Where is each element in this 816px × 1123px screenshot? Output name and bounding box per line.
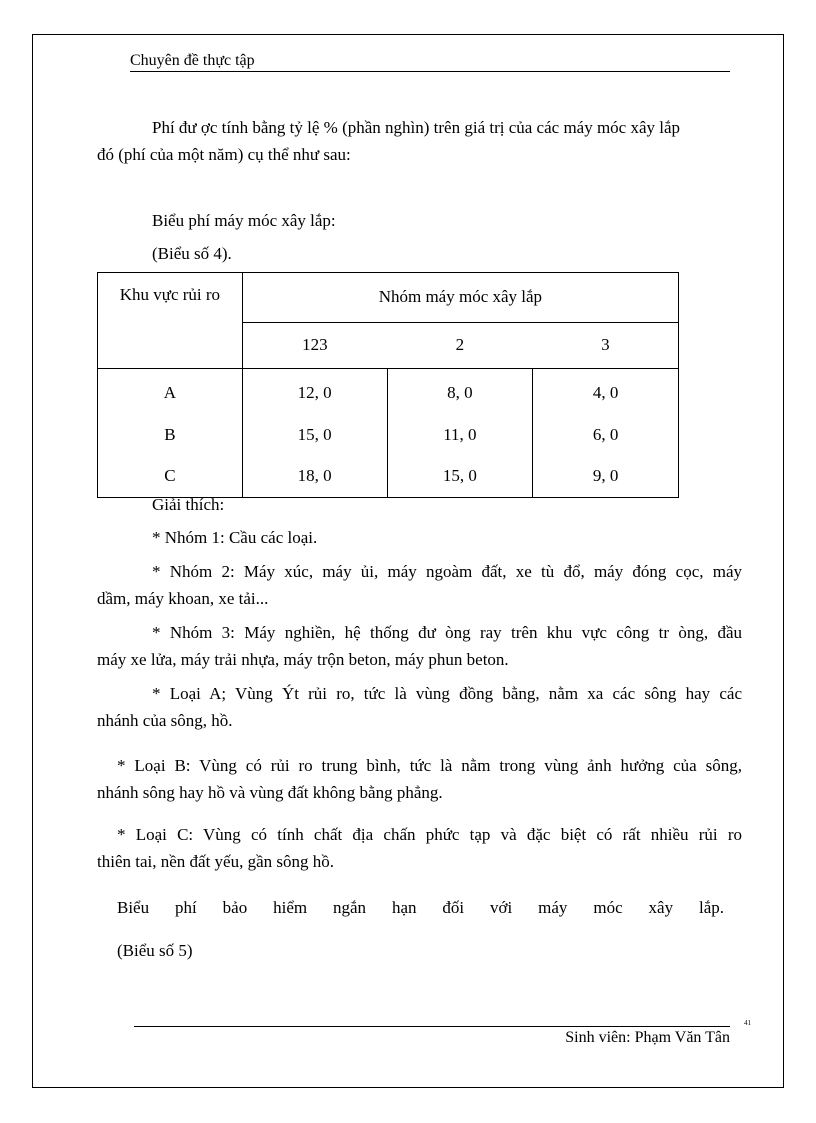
value-cell: 15, 0 bbox=[387, 455, 533, 498]
note-group-2-line-1: * Nhóm 2: Máy xúc, máy ủi, máy ngoàm đất, xe tù đổ, máy đóng cọc, máy bbox=[152, 562, 742, 581]
footer-rule bbox=[134, 1026, 730, 1027]
table-caption-title: Biểu phí máy móc xây lắp: bbox=[152, 211, 336, 230]
intro-line-1: Phí đư ợc tính bằng tỷ lệ % (phần nghìn) trên giá trị của các máy móc xây lắp bbox=[152, 118, 681, 137]
note-group-1: * Nhóm 1: Cầu các loại. bbox=[152, 528, 318, 547]
next-table-ref: (Biểu số 5) bbox=[117, 941, 193, 960]
value-cell: 9, 0 bbox=[533, 455, 679, 498]
note-group-3-line-2: máy xe lửa, máy trải nhựa, máy trộn beton, máy phun beton. bbox=[97, 650, 509, 669]
note-group-3-line-1: * Nhóm 3: Máy nghiền, hệ thống đư òng ray trên khu vực công tr òng, đầu bbox=[152, 623, 742, 642]
subheader-cell: 123 bbox=[242, 322, 387, 368]
zone-cell: C bbox=[98, 455, 243, 498]
table-row bbox=[98, 369, 679, 416]
note-type-b-line-2: nhánh sông hay hồ và vùng đất không bằng phẳng. bbox=[97, 783, 443, 802]
zone-cell: A bbox=[98, 369, 243, 416]
note-type-a-line-1: * Loại A; Vùng Ýt rủi ro, tức là vùng đồng bằng, nằm xa các sông hay các bbox=[152, 684, 742, 703]
header-rule bbox=[130, 71, 730, 72]
value-cell: 4, 0 bbox=[533, 369, 679, 416]
page-number: 41 bbox=[744, 1019, 751, 1027]
value-cell: 18, 0 bbox=[242, 455, 387, 498]
group-header: Nhóm máy móc xây lắp bbox=[242, 273, 678, 323]
zone-cell: B bbox=[98, 415, 243, 455]
note-group-2-line-2: dầm, máy khoan, xe tải... bbox=[97, 589, 269, 608]
note-type-c-line-2: thiên tai, nền đất yếu, gần sông hồ. bbox=[97, 852, 335, 871]
notes-heading: Giải thích: bbox=[152, 495, 225, 514]
table-row bbox=[98, 415, 679, 455]
value-cell: 11, 0 bbox=[387, 415, 533, 455]
note-type-a-line-2: nhánh của sông, hồ. bbox=[97, 711, 233, 730]
value-cell: 15, 0 bbox=[242, 415, 387, 455]
subheader-cell: 3 bbox=[533, 322, 679, 368]
table-header-row bbox=[98, 273, 679, 323]
note-type-c-line-1: * Loại C: Vùng có tính chất địa chấn phức tạp và đặc biệt có rất nhiều rủi ro bbox=[117, 825, 742, 844]
subheader-cell: 2 bbox=[387, 322, 533, 368]
next-table-title: Biểu phí bảo hiểm ngắn hạn đối với máy móc xây lắp. bbox=[117, 898, 724, 917]
premium-table bbox=[97, 272, 679, 498]
header-title: Chuyên đề thực tập bbox=[130, 52, 255, 69]
value-cell: 6, 0 bbox=[533, 415, 679, 455]
value-cell: 12, 0 bbox=[242, 369, 387, 416]
value-cell: 8, 0 bbox=[387, 369, 533, 416]
footer-student: Sinh viên: Phạm Văn Tân bbox=[565, 1029, 730, 1046]
note-type-b-line-1: * Loại B: Vùng có rủi ro trung bình, tức là nằm trong vùng ảnh hưởng của sông, bbox=[117, 756, 742, 775]
zone-column-header: Khu vực rủi ro bbox=[98, 273, 243, 369]
table-caption-ref: (Biểu số 4). bbox=[152, 244, 232, 263]
intro-line-2: đó (phí của một năm) cụ thể như sau: bbox=[97, 145, 351, 164]
